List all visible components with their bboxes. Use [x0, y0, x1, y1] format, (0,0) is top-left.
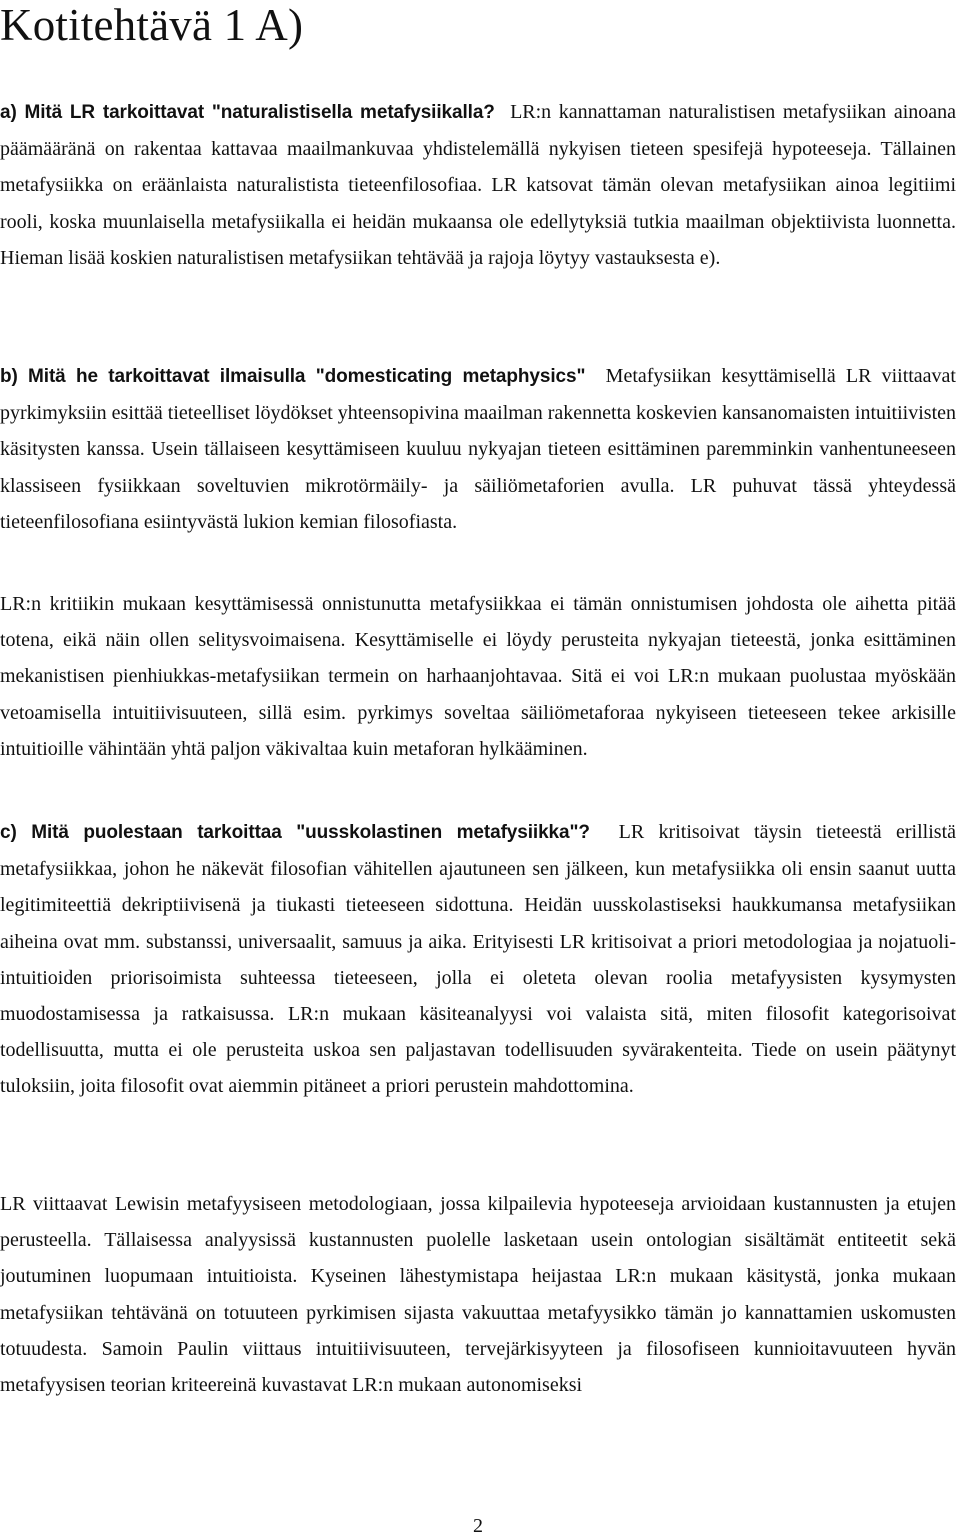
page-number: 2: [473, 1515, 483, 1537]
answer-c-continued-text: LR viittaavat Lewisin metafyysiseen metodologiaan, jossa kilpailevia hypoteeseja arvioidaan kustannusten ja etujen perusteella. Tällaisessa analyysissä kustannusten puolelle lasketaan usein ontologian sisältämät entiteetit sekä joutuminen luopumaan intuitioista. Kyseinen lähestymistapa heijastaa LR:n mukaan käsitystä, jonka mukaan metafysiikan tehtävänä on totuuteen pyrkimisen sijasta vakuuttaa metafyysikko tämän jo kannattamien uskomusten totuudesta. Samoin Paulin viittaus intuitiivisuuteen, tervejärkisyyteen ja filosofiseen kunnioitavuuteen hyvän metafyysisen teorian kriteereinä kuvastavat LR:n mukaan autonomiseksi: [0, 1193, 956, 1397]
section-c: [0, 814, 956, 1105]
question-a-heading: a) Mitä LR tarkoittavat "naturalistisella metafysiikalla?: [0, 102, 495, 123]
section-b: [0, 358, 956, 540]
section-c-continued: [0, 1186, 956, 1403]
section-a: [0, 94, 956, 276]
answer-c-text: LR kritisoivat täysin tieteestä erillistä metafysiikkaa, johon he näkevät filosofian vähitellen ajautuneen sen jälkeen, kun metafysiikka oli ensin saanut uutta legitimiteettiä dekriptiivisenä ja tiukasti tieteeseen sidottuna. Heidän uusskolastiseksi haukkumansa metafysiikan aiheina ovat mm. substanssi, universaalit, samuus ja aika. Erityisesti LR kritisoivat a priori metodologiaa ja nojatuoli-intuitioiden priorisoimista suhteessa tieteeseen, jolla ei oleteta olevan roolia metafyysisten kysymysten muodostamisessa ja ratkaisussa. LR:n mukaan käsiteanalyysi voi valaista sitä, miten filosofit kategorisoivat todellisuutta, mutta ei ole perusteita uskoa sen paljastavan todellisuuden syvärakenteita. Tiede on usein päätynyt tuloksiin, joita filosofit ovat aiemmin pitäneet a priori perustein mahdottomina.: [0, 821, 956, 1098]
question-c-heading: c) Mitä puolestaan tarkoittaa "uusskolastinen metafysiikka"?: [0, 822, 590, 843]
section-b-continued: [0, 586, 956, 767]
question-b-heading: b) Mitä he tarkoittavat ilmaisulla "domesticating metaphysics": [0, 366, 586, 387]
page-title: Kotitehtävä 1 A): [0, 0, 304, 50]
answer-a-text: LR:n kannattaman naturalistisen metafysiikan ainoana päämääränä on rakentaa kattavaa maailmankuvaa yhdistelemällä nykyisen tieteen spesifejä hypoteeseja. Tällainen metafysiikka on eräänlaista naturalistista tieteenfilosofiaa. LR katsovat tämän olevan metafysiikan ainoa legitiimi rooli, koska muunlaisella metafysiikalla ei heidän mukaansa ole edellytyksiä tutkia maailman objektiivista luonnetta. Hieman lisää koskien naturalistisen metafysiikan tehtävää ja rajoja löytyy vastauksesta e).: [0, 101, 957, 269]
answer-b-continued-text: LR:n kritiikin mukaan kesyttämisessä onnistunutta metafysiikkaa ei tämän onnistumisen johdosta ole aihetta pitää totena, eikä näin ollen selitysvoimaisena. Kesyttämiselle ei löydy perusteita nykyajan tieteestä, jonka esittäminen mekanistisen pienhiukkas-metafysiikan termein on harhaanjohtavaa. Sitä ei voi LR:n mukaan puolustaa myöskään vetoamisella intuitiivisuuteen, sillä esim. pyrkimys soveltaa säiliömetaforaa nykyiseen tieteeseen tekee arkisille intuitioille vähintään yhtä paljon väkivaltaa kuin metaforan hylkääminen.: [0, 593, 956, 760]
answer-b-text: Metafysiikan kesyttämisellä LR viittaavat pyrkimyksiin esittää tieteelliset löydökset yhteensopivina maailman rakennetta koskevien kansanomaisten intuitiivisten käsitysten kanssa. Usein tällaiseen kesyttämiseen kuuluu nykyajan tieteen esittäminen paremminkin vanhentuneeseen klassiseen fysiikkaan soveltuvien mikrotörmäily- ja säiliömetaforien avulla. LR puhuvat tässä yhteydessä tieteenfilosofiana esiintyvästä lukion kemian filosofiasta.: [0, 365, 956, 533]
